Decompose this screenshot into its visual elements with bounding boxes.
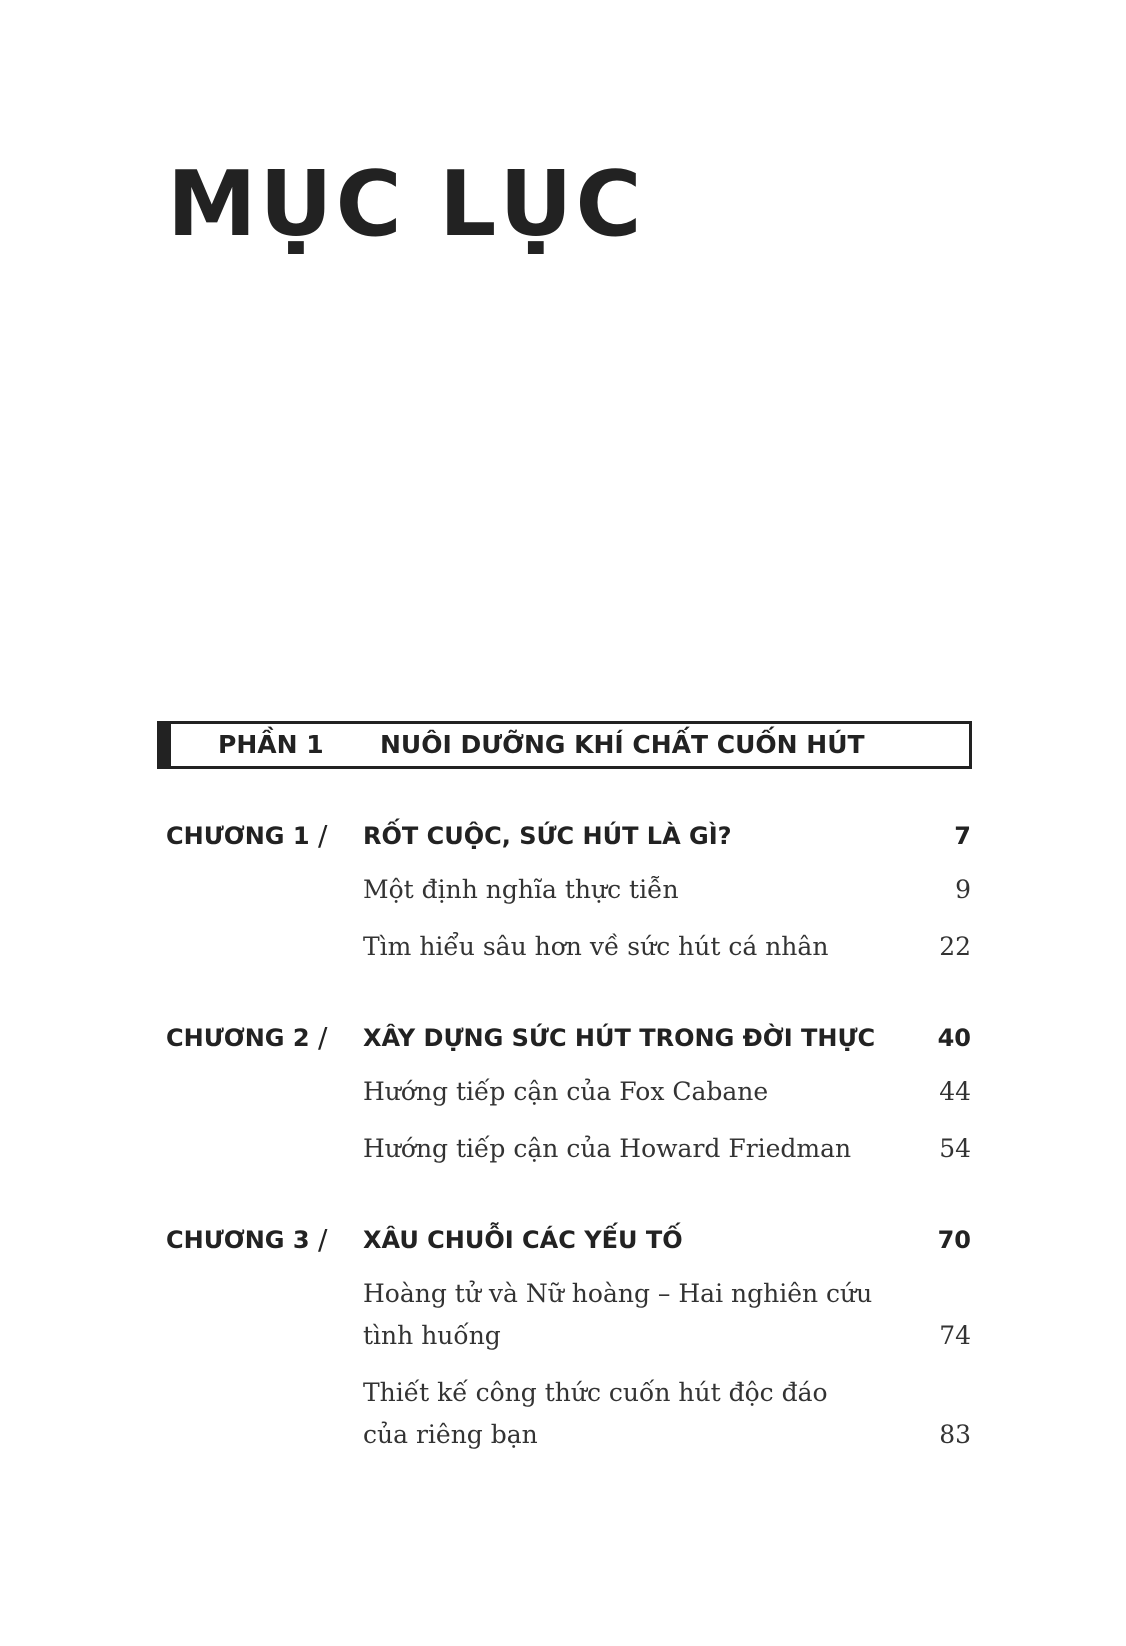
part-title: NUÔI DƯỠNG KHÍ CHẤT CUỐN HÚT xyxy=(380,730,865,759)
section-title xyxy=(363,1372,883,1456)
section-title xyxy=(363,1273,883,1357)
section-page-number: 22 xyxy=(939,932,971,961)
section-title-line: Hướng tiếp cận của Howard Friedman xyxy=(363,1134,852,1163)
section-title xyxy=(363,1071,883,1113)
chapter-label: CHƯƠNG 1 xyxy=(166,822,310,850)
chapter-separator: / xyxy=(318,1223,328,1256)
page-title: MỤC LỤC xyxy=(167,152,645,257)
chapter-label: CHƯƠNG 2 xyxy=(166,1024,310,1052)
section-page-number: 44 xyxy=(939,1077,971,1106)
section-page-number: 83 xyxy=(939,1420,971,1449)
chapter-title: XÂU CHUỖI CÁC YẾU TỐ xyxy=(363,1226,683,1254)
section-title-line: của riêng bạn xyxy=(363,1420,538,1449)
section-title-line: Hoàng tử và Nữ hoàng – Hai nghiên cứu xyxy=(363,1279,873,1308)
section-title-line: Thiết kế công thức cuốn hút độc đáo xyxy=(363,1378,828,1407)
section-title xyxy=(363,926,883,968)
chapter-label: CHƯƠNG 3 xyxy=(166,1226,310,1254)
section-title xyxy=(363,1128,883,1170)
chapter-title: XÂY DỰNG SỨC HÚT TRONG ĐỜI THỰC xyxy=(363,1024,876,1052)
section-title-line: tình huống xyxy=(363,1321,501,1350)
section-title-line: Tìm hiểu sâu hơn về sức hút cá nhân xyxy=(363,932,829,961)
section-title-line: Hướng tiếp cận của Fox Cabane xyxy=(363,1077,769,1106)
chapter-title: RỐT CUỘC, SỨC HÚT LÀ GÌ? xyxy=(363,822,732,850)
chapter-separator: / xyxy=(318,819,328,852)
section-page-number: 9 xyxy=(955,875,971,904)
section-title xyxy=(363,869,883,911)
chapter-separator: / xyxy=(318,1021,328,1054)
part-label: PHẦN 1 xyxy=(218,730,324,759)
chapter-page-number: 40 xyxy=(937,1024,971,1052)
part-heading xyxy=(157,721,972,769)
section-page-number: 74 xyxy=(939,1321,971,1350)
section-title-line: Một định nghĩa thực tiễn xyxy=(363,875,679,904)
chapter-page-number: 7 xyxy=(954,822,971,850)
section-page-number: 54 xyxy=(939,1134,971,1163)
chapter-page-number: 70 xyxy=(937,1226,971,1254)
